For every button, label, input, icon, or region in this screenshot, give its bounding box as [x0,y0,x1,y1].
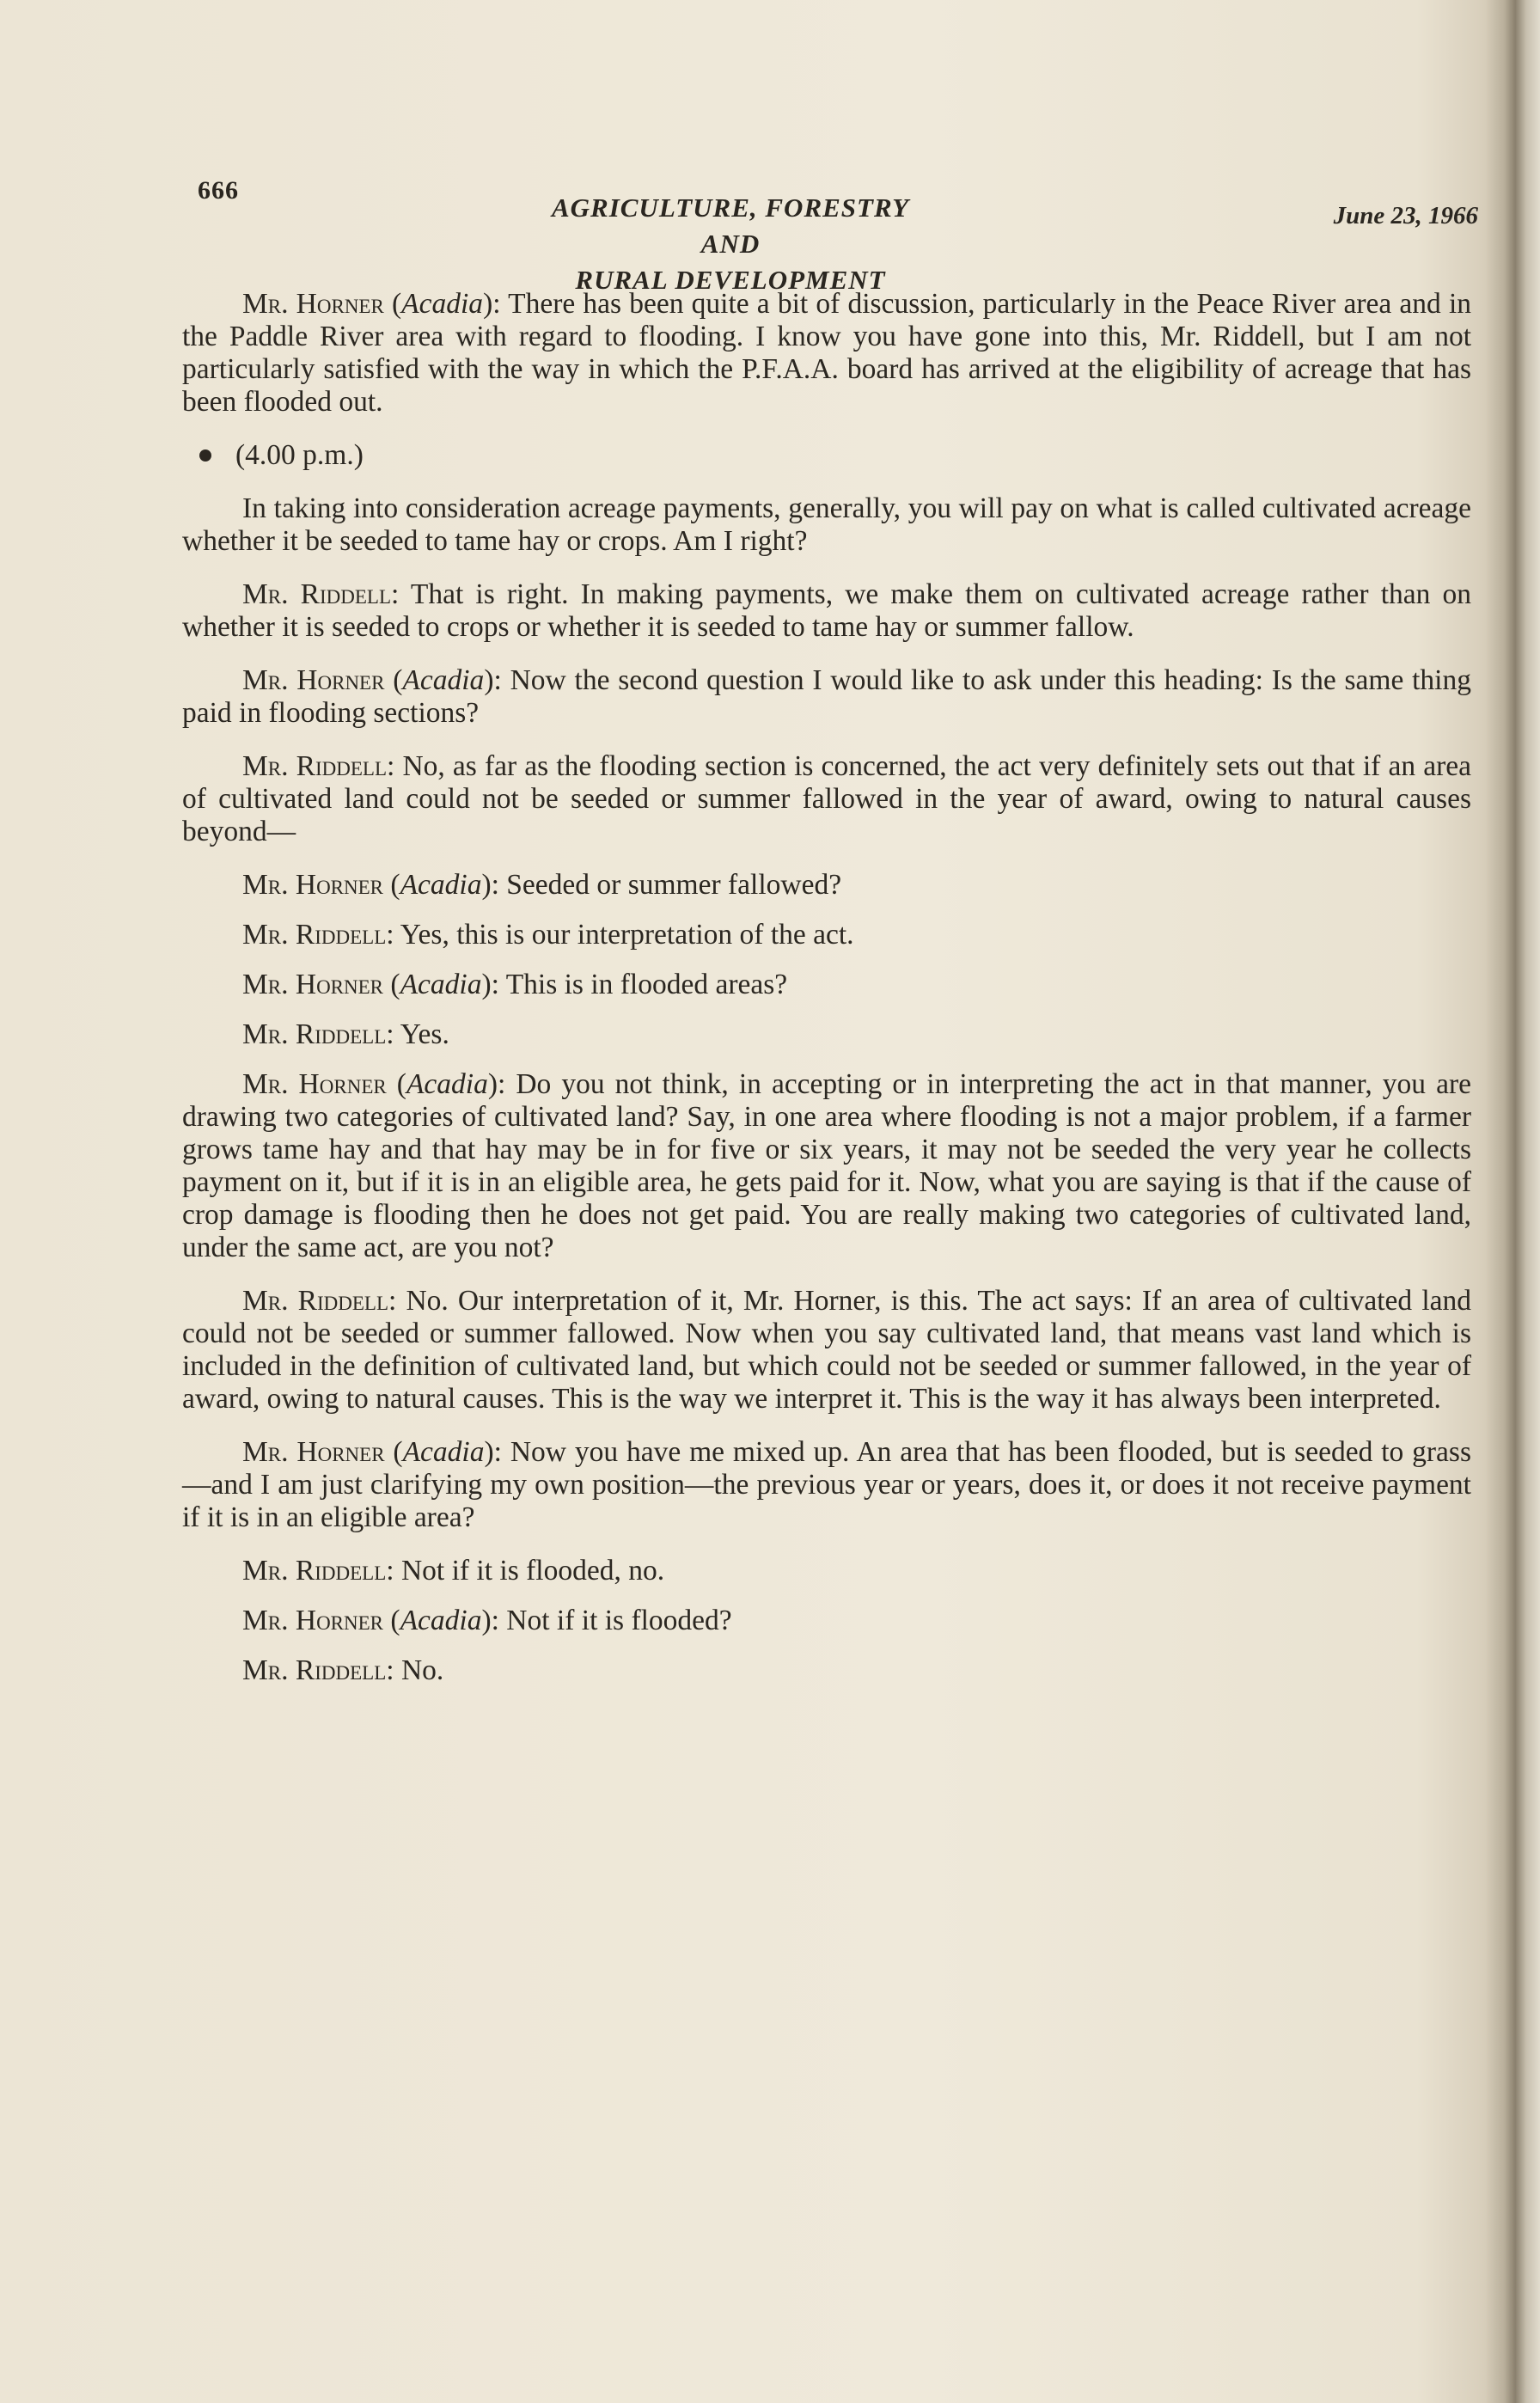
paragraph-text: There has been quite a bit of discussion, particularly in the Peace River area and in the Paddle River area with regard to flooding. I know you have gone into this, Mr. Riddell, but I am not particularly satisfied with the way in which the P.F.A.A. board has arrived at the eligibility of acreage that has been flooded out. [182,288,1472,418]
running-title [524,190,937,298]
paragraph: Mr. Horner (Acadia): Now the second question I would like to ask under this heading: Is the same thing paid in flooding sections? [182,664,1471,729]
speaker-name: Mr. Riddell [242,578,392,610]
speaker-name: Mr. Horner [242,1605,384,1636]
speaker-name: Mr. Riddell [242,1018,387,1050]
page-header [198,176,1478,295]
header-date: June 23, 1966 [1333,202,1478,229]
speaker-riding: Acadia [400,969,482,1000]
speaker-name: Mr. Riddell [242,1555,387,1587]
speaker-riding: Acadia [400,1605,482,1636]
paragraph-text: This is in flooded areas? [505,969,788,1000]
speaker-riding: Acadia [402,664,485,696]
paragraph-text: That is right. In making payments, we make them on cultivated acreage rather than on whether it is seeded to crops or whether it is seeded to tame hay or summer fallow. [182,578,1472,643]
speaker-name: Mr. Riddell [242,1654,387,1686]
speaker-riding: Acadia [400,869,482,901]
paragraph: Mr. Riddell: No, as far as the flooding section is concerned, the act very definitely sets out that if an area of cultivated land could not be seeded or summer fallowed in the year of award, owing to natural causes beyond— [182,750,1471,847]
speaker-riding: Acadia [406,1068,488,1100]
paragraph: Mr. Horner (Acadia): Not if it is flooded? [242,1605,732,1636]
speaker-name: Mr. Horner [242,288,384,320]
speaker-name: Mr. Riddell [242,750,388,782]
paragraph: Mr. Horner (Acadia): Do you not think, in accepting or in interpreting the act in that manner, you are drawing two categories of cultivated land? Say, in one area where flooding is not a major problem, if a farmer grows tame hay and that hay may be in for five or six years, it may not be seeded the very year he collects payment on it, but if it is in an eligible area, he gets paid for it. Now, what you are saying is that if the cause of crop damage is flooding then he does not get paid. You are really making two categories of cultivated land, under the same act, are you not? [182,1068,1472,1263]
speaker-name: Mr. Horner [242,1436,385,1468]
running-title-line-1: AGRICULTURE, FORESTRY AND [551,193,910,259]
paragraph-text: Now you have me mixed up. An area that has been flooded, but is seeded to grass—and I am just clarifying my own position—the previous year or years, does it, or does it not receive payment if it is in an eligible area? [182,1436,1471,1533]
time-marker [182,439,1471,472]
paragraph-text: Yes, this is our interpretation of the act. [400,919,854,951]
running-title-line-2: RURAL DEVELOPMENT [575,265,886,295]
speaker-name: Mr. Horner [242,664,385,696]
paragraph-text: No. Our interpretation of it, Mr. Horner, is this. The act says: If an area of cultivated land could not be seeded or summer fallowed. Now when you say cultivated land, that means vast land which is included in the definition of cultivated land, but which could not be seeded or summer fallowed, in the year of award, owing to natural causes. This is the way we interpret it. This is the way it has always been interpreted. [182,1285,1471,1415]
paragraph: Mr. Riddell: Not if it is flooded, no. [242,1555,665,1587]
speaker-name: Mr. Riddell [242,919,387,951]
paragraph: Mr. Horner (Acadia): This is in flooded areas? [242,969,788,1000]
paragraph: Mr. Riddell: Yes, this is our interpretation of the act. [242,919,854,951]
paragraph: Mr. Riddell: Yes. [242,1018,449,1050]
paragraph-text: No, as far as the flooding section is concerned, the act very definitely sets out that if an area of cultivated land could not be seeded or summer fallowed in the year of award, owing to natural causes beyond— [182,750,1471,847]
paragraph: Mr. Riddell: That is right. In making payments, we make them on cultivated acreage rather than on whether it is seeded to crops or whether it is seeded to tame hay or summer fallow. [182,578,1472,643]
paragraph-text: Do you not think, in accepting or in interpreting the act in that manner, you are drawing two categories of cultivated land? Say, in one area where flooding is not a major problem, if a farmer grows tame hay and that hay may be in for five or six years, it may not be seeded the very year he collects payment on it, but if it is in an eligible area, he gets paid for it. Now, what you are saying is that if the cause of crop damage is flooding then he does not get paid. You are really making two categories of cultivated land, under the same act, are you not? [182,1068,1472,1263]
paragraph-text: Not if it is flooded? [506,1605,732,1636]
speaker-name: Mr. Horner [242,969,384,1000]
transcript-body [182,288,1471,1704]
paragraph-text: Seeded or summer fallowed? [506,869,842,901]
paragraph: Mr. Horner (Acadia): Now you have me mixed up. An area that has been flooded, but is seeded to grass—and I am just clarifying my own position—the previous year or years, does it, or does it not receive payment if it is in an eligible area? [182,1436,1471,1533]
paragraph-text: Yes. [400,1018,449,1050]
speaker-riding: Acadia [402,1436,485,1468]
speaker-name: Mr. Riddell [242,1285,389,1317]
paragraph-text: Not if it is flooded, no. [400,1555,665,1587]
time-marker-text: (4.00 p.m.) [235,439,364,471]
page-number: 666 [198,176,239,205]
paragraph-text: No. [400,1654,444,1686]
paragraph: Mr. Riddell: No. Our interpretation of it, Mr. Horner, is this. The act says: If an area of cultivated land could not be seeded or summer fallowed. Now when you say cultivated land, that means vast land which is included in the definition of cultivated land, but which could not be seeded or summer fallowed, in the year of award, owing to natural causes. This is the way we interpret it. This is the way it has always been interpreted. [182,1285,1471,1415]
paragraph [182,492,1471,558]
speaker-name: Mr. Horner [242,1068,387,1100]
speaker-riding: Acadia [401,288,484,320]
bullet-icon [199,449,211,462]
paragraph: Mr. Horner (Acadia): There has been quite a bit of discussion, particularly in the Peace River area and in the Paddle River area with regard to flooding. I know you have gone into this, Mr. Riddell, but I am not particularly satisfied with the way in which the P.F.A.A. board has arrived at the eligibility of acreage that has been flooded out. [182,288,1472,418]
paragraph-text: In taking into consideration acreage payments, generally, you will pay on what is called cultivated acreage whether it be seeded to tame hay or crops. Am I right? [182,492,1471,557]
paragraph-text: Now the second question I would like to ask under this heading: Is the same thing paid in flooding sections? [182,664,1471,729]
speaker-name: Mr. Horner [242,869,384,901]
paragraph: Mr. Riddell: No. [242,1654,444,1686]
binding-gutter-shadow [1485,0,1540,2403]
paragraph: Mr. Horner (Acadia): Seeded or summer fallowed? [242,869,842,901]
